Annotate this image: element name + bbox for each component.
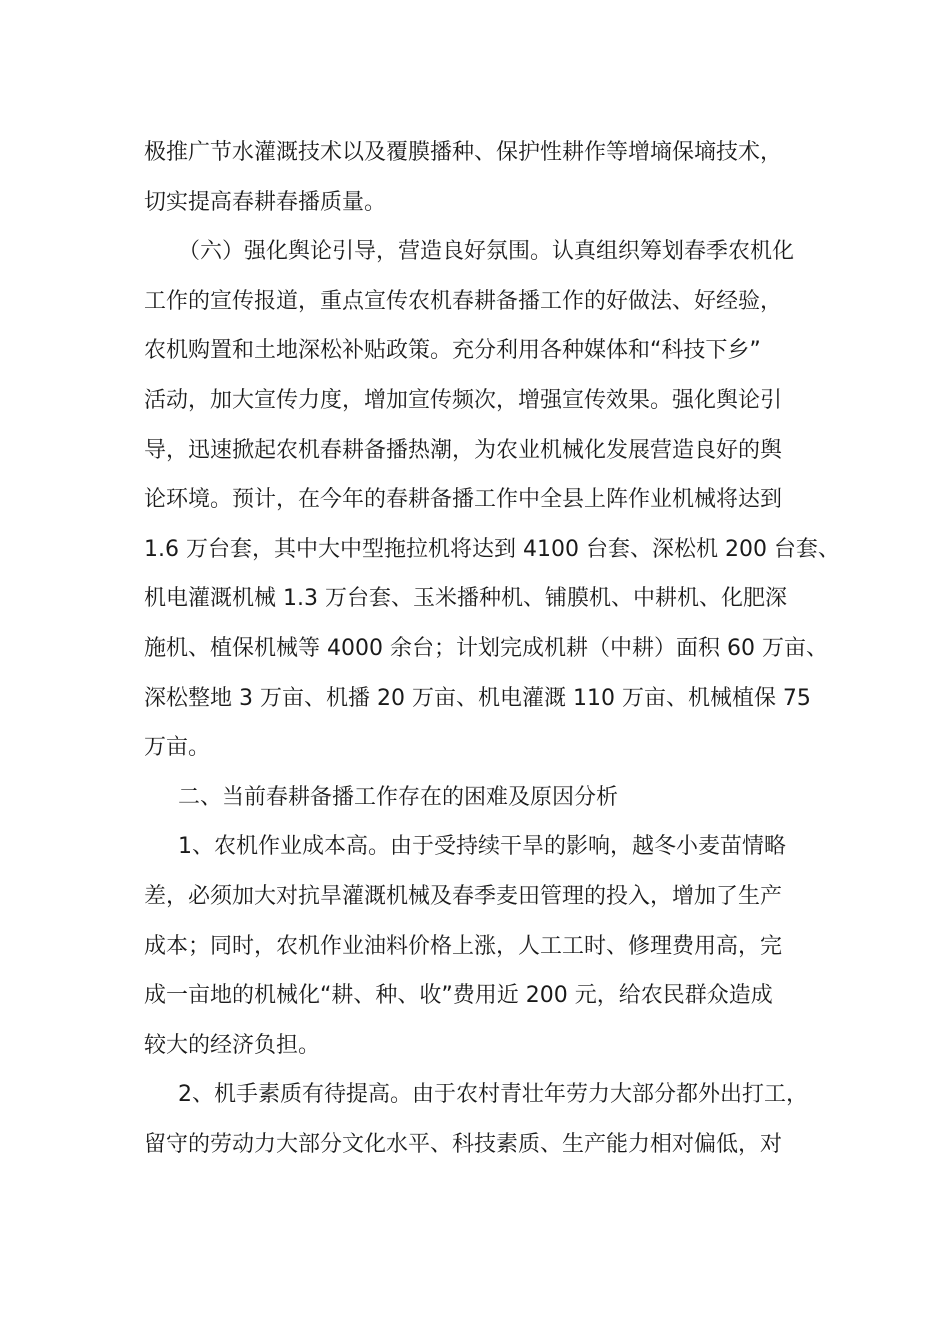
paragraph-heading: 2、机手素质有待提高。由于农村青壮年劳力大部分都外出打工， (178, 1082, 808, 1108)
text-line: 活动，加大宣传力度，增加宣传频次，增强宣传效果。强化舆论引 (144, 387, 783, 413)
text-line: 农机购置和土地深松补贴政策。充分利用各种媒体和“科技下乡” (144, 338, 761, 364)
text-line: 论环境。预计，在今年的春耕备播工作中全县上阵作业机械将达到 (144, 487, 783, 513)
text-line: 极推广节水灌溉技术以及覆膜播种、保护性耕作等增墒保墒技术， (144, 140, 783, 165)
text-line: 切实提高春耕春播质量。 (144, 189, 387, 215)
text-line: 1.6 万台套，其中大中型拖拉机将达到 4100 台套、深松机 200 台套、 (144, 536, 840, 562)
text-line: 施机、植保机械等 4000 余台；计划完成机耕（中耕）面积 60 万亩、 (144, 635, 828, 661)
text-line: 导，迅速掀起农机春耕备播热潮，为农业机械化发展营造良好的舆 (144, 437, 783, 463)
text-line: 机电灌溉机械 1.3 万台套、玉米播种机、铺膜机、中耕机、化肥深 (144, 586, 787, 612)
text-line: 工作的宣传报道，重点宣传农机春耕备播工作的好做法、好经验， (144, 288, 783, 314)
document-body (144, 128, 840, 1169)
text-line: 较大的经济负担。 (144, 1032, 321, 1058)
text-line: 万亩。 (144, 735, 211, 761)
text-line: 成本；同时，农机作业油料价格上涨，人工工时、修理费用高，完 (144, 933, 783, 959)
text-line: 差，必须加大对抗旱灌溉机械及春季麦田管理的投入，增加了生产 (144, 883, 783, 909)
text-line: 深松整地 3 万亩、机播 20 万亩、机电灌溉 110 万亩、机械植保 75 (144, 685, 811, 711)
paragraph-heading: （六）强化舆论引导，营造良好氛围。认真组织筹划春季农机化 (178, 239, 795, 265)
text-line: 成一亩地的机械化“耕、种、收”费用近 200 元，给农民群众造成 (144, 983, 773, 1009)
section-heading: 二、当前春耕备播工作存在的困难及原因分析 (178, 784, 619, 810)
text-line: 留守的劳动力大部分文化水平、科技素质、生产能力相对偏低，对 (144, 1131, 783, 1157)
paragraph-heading: 1、农机作业成本高。由于受持续干旱的影响，越冬小麦苗情略 (178, 834, 786, 860)
